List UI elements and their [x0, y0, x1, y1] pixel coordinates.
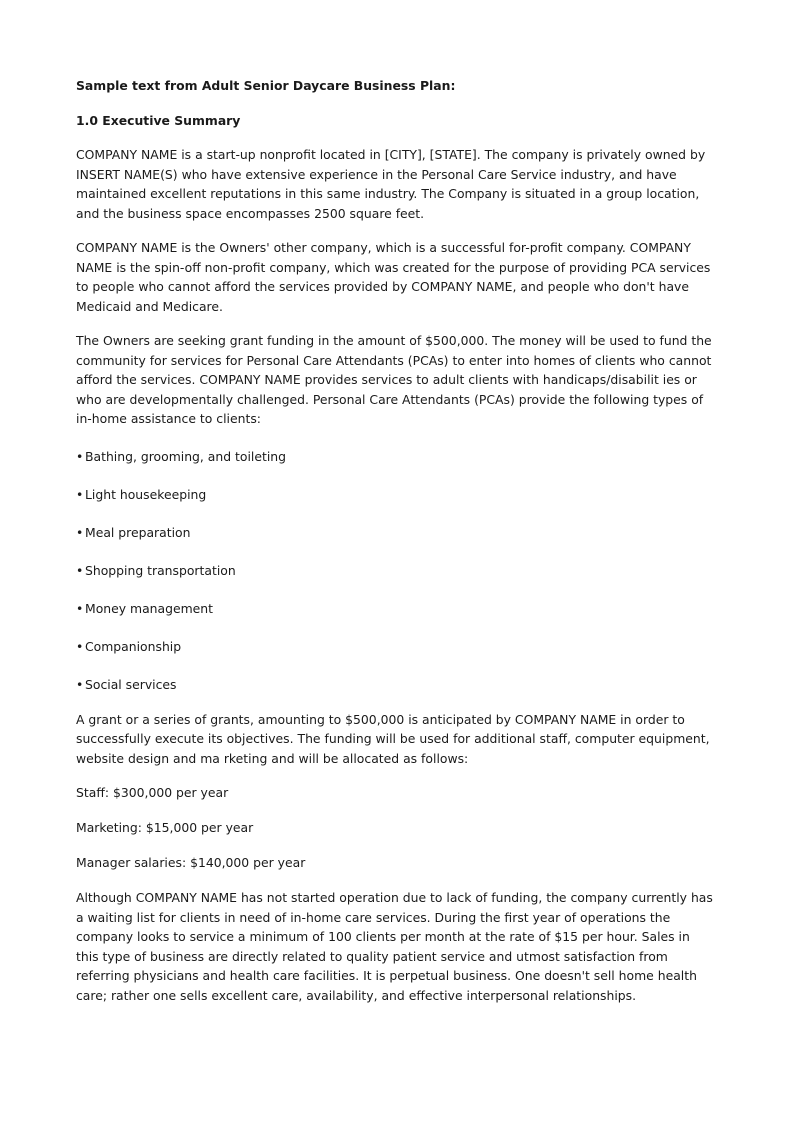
- allocation-marketing: Marketing: $15,000 per year: [76, 820, 254, 835]
- paragraph-allocation: A grant or a series of grants, amounting to $500,000 is anticipated by COMPANY NAME in order to successfully execute its objectives. The funding will be used for additional staff, computer equipment, website design and ma rketing and will be allocated as follows:: [76, 711, 710, 766]
- paragraph-spin-off: COMPANY NAME is the Owners' other company, which is a successful for-profit company. COMPANY NAME is the spin-off non-profit company, which was created for the purpose of providing PCA services to people who cannot afford the services provided by COMPANY NAME, and people who don't have Medicaid and Medicare.: [76, 240, 711, 314]
- bullet-icon: •: [76, 448, 84, 464]
- document-intro-title: Sample text from Adult Senior Daycare Business Plan:: [76, 78, 456, 93]
- service-label: Money management: [85, 600, 214, 616]
- list-item: [76, 599, 716, 618]
- service-label: Companionship: [85, 638, 182, 654]
- services-list: [76, 447, 716, 694]
- list-item: [76, 485, 716, 504]
- document-page: [76, 76, 716, 1020]
- service-label: Bathing, grooming, and toileting: [85, 448, 287, 464]
- bullet-icon: •: [76, 600, 84, 616]
- service-label: Social services: [85, 676, 177, 692]
- allocation-staff: Staff: $300,000 per year: [76, 785, 229, 800]
- service-label: Shopping transportation: [85, 562, 236, 578]
- bullet-icon: •: [76, 638, 84, 654]
- list-item: [76, 523, 716, 542]
- bullet-icon: •: [76, 676, 84, 692]
- bullet-icon: •: [76, 524, 84, 540]
- allocation-manager-salaries: Manager salaries: $140,000 per year: [76, 855, 306, 870]
- service-label: Light housekeeping: [85, 486, 207, 502]
- list-item: [76, 637, 716, 656]
- list-item: [76, 561, 716, 580]
- service-label: Meal preparation: [85, 524, 191, 540]
- list-item: [76, 675, 716, 694]
- section-title: 1.0 Executive Summary: [76, 113, 241, 128]
- paragraph-grant-funding: The Owners are seeking grant funding in the amount of $500,000. The money will be used to fund the community for services for Personal Care Attendants (PCAs) to enter into homes of clients who cannot afford the services. COMPANY NAME provides services to adult clients with handicaps/disabilit ies or who are developmentally challenged. Personal Care Attendants (PCAs) provide the following types of in-home assistance to clients:: [76, 333, 712, 426]
- bullet-icon: •: [76, 562, 84, 578]
- bullet-icon: •: [76, 486, 84, 502]
- paragraph-operations: Although COMPANY NAME has not started operation due to lack of funding, the company currently has a waiting list for clients in need of in-home care services. During the first year of operations the company looks to service a minimum of 100 clients per month at the rate of $15 per hour. Sales in this type of business are directly related to quality patient service and utmost satisfaction from referring physicians and health care facilities. It is perpetual business. One doesn't sell home health care; rather one sells excellent care, availability, and effective interpersonal relationships.: [76, 890, 713, 1003]
- paragraph-company-overview: COMPANY NAME is a start-up nonprofit located in [CITY], [STATE]. The company is privately owned by INSERT NAME(S) who have extensive experience in the Personal Care Service industry, and have maintained excellent reputations in this same industry. The Company is situated in a group location, and the business space encompasses 2500 square feet.: [76, 147, 706, 221]
- list-item: [76, 447, 716, 466]
